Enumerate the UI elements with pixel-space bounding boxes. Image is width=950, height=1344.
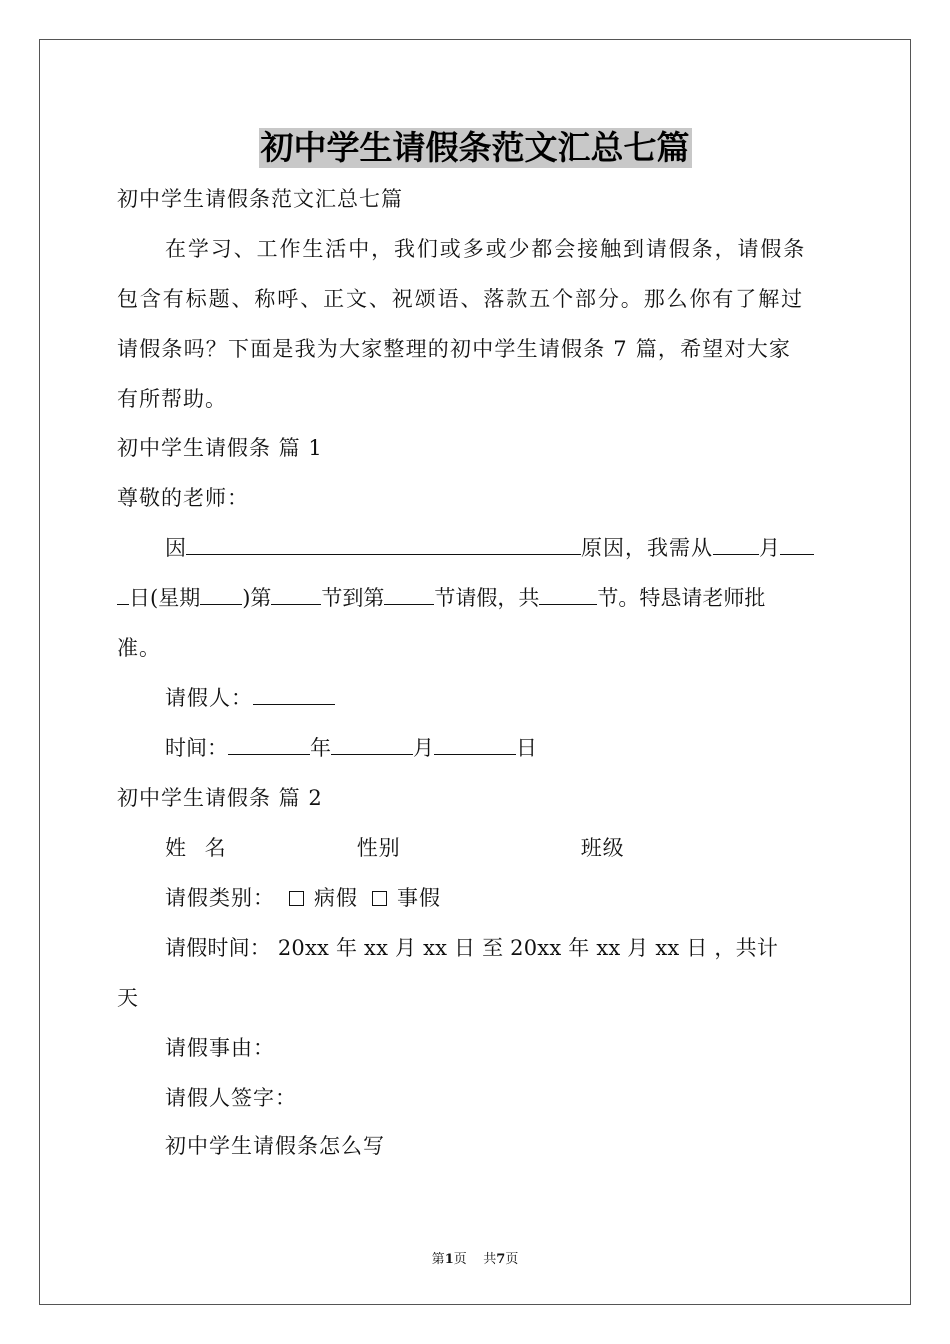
intro-line-1 — [165, 234, 837, 264]
how-to-heading: 初中学生请假条怎么写 — [165, 1134, 385, 1158]
body-line-2 — [117, 583, 837, 613]
applicant-label: 请假人： — [165, 686, 253, 710]
section2-heading: 初中学生请假条 篇 2 — [117, 786, 323, 810]
body-text: 月 — [759, 536, 780, 560]
total-periods-blank[interactable] — [539, 584, 597, 605]
sick-leave-checkbox[interactable] — [289, 891, 304, 906]
sick-leave-label: 病假 — [314, 886, 358, 910]
name-label: 姓 名 — [165, 836, 232, 860]
body-line-3: 准。 — [117, 636, 161, 660]
month-label: 月 — [413, 736, 434, 760]
intro-line-3: 请假条吗？下面是我为大家整理的初中学生请假条 7 篇，希望对大家 — [117, 337, 792, 361]
day-blank-end[interactable] — [117, 584, 129, 605]
footer-text: 页 — [505, 1252, 519, 1267]
intro-line-4: 有所帮助。 — [117, 387, 227, 411]
gender-label: 性别 — [356, 836, 401, 860]
signature-row: 请假人签字： — [165, 1086, 297, 1110]
footer-text: 页 共 — [453, 1252, 497, 1267]
class-label: 班级 — [580, 836, 625, 860]
personal-leave-label: 事假 — [397, 886, 441, 910]
intro-line-2: 包含有标题、称呼、正文、祝颂语、落款五个部分。那么你有了解过 — [117, 287, 804, 311]
current-page: 1 — [444, 1252, 454, 1267]
reason-blank[interactable] — [186, 534, 581, 555]
leave-time-row: 请假时间： 20xx 年 xx 月 xx 日 至 20xx 年 xx 月 xx 日 ，共计 — [165, 936, 779, 960]
day-blank-start[interactable] — [780, 534, 814, 555]
body-text: 节到第 — [321, 586, 385, 610]
personal-leave-checkbox[interactable] — [372, 891, 387, 906]
section1-heading: 初中学生请假条 篇 1 — [117, 436, 323, 460]
page-border — [39, 39, 911, 1305]
time-label: 时间： — [165, 736, 228, 760]
body-text: 日(星期 — [129, 586, 201, 610]
title-container — [0, 128, 950, 168]
footer-text: 第 — [431, 1252, 445, 1267]
subtitle: 初中学生请假条范文汇总七篇 — [117, 187, 403, 211]
month-blank[interactable] — [331, 734, 413, 755]
time-line — [165, 733, 885, 763]
leave-type-label: 请假类别： — [165, 886, 275, 910]
year-label: 年 — [310, 736, 331, 760]
body-text: )第 — [242, 586, 272, 610]
day-label: 日 — [516, 736, 537, 760]
total-pages: 7 — [496, 1252, 506, 1267]
form-header-row — [165, 833, 885, 863]
applicant-blank[interactable] — [253, 684, 335, 705]
leave-time-cont: 天 — [117, 986, 139, 1010]
salutation: 尊敬的老师： — [117, 486, 249, 510]
leave-type-row — [165, 883, 885, 913]
body-text: 原因，我需从 — [581, 536, 713, 560]
page-footer — [0, 1248, 950, 1267]
end-period-blank[interactable] — [384, 584, 434, 605]
month-blank[interactable] — [713, 534, 759, 555]
applicant-line — [165, 683, 885, 713]
day-blank[interactable] — [434, 734, 516, 755]
weekday-blank[interactable] — [200, 584, 242, 605]
body-text: 因 — [165, 536, 186, 560]
body-text: 节。特恳请老师批 — [597, 586, 766, 610]
document-title: 初中学生请假条范文汇总七篇 — [260, 128, 690, 167]
intro-text-1: 在学习、工作生活中，我们或多或少都会接触到请假条，请假条 — [165, 237, 807, 261]
reason-row: 请假事由： — [165, 1036, 275, 1060]
body-text: 节请假，共 — [434, 586, 540, 610]
body-line-1 — [165, 533, 885, 563]
year-blank[interactable] — [228, 734, 310, 755]
start-period-blank[interactable] — [271, 584, 321, 605]
